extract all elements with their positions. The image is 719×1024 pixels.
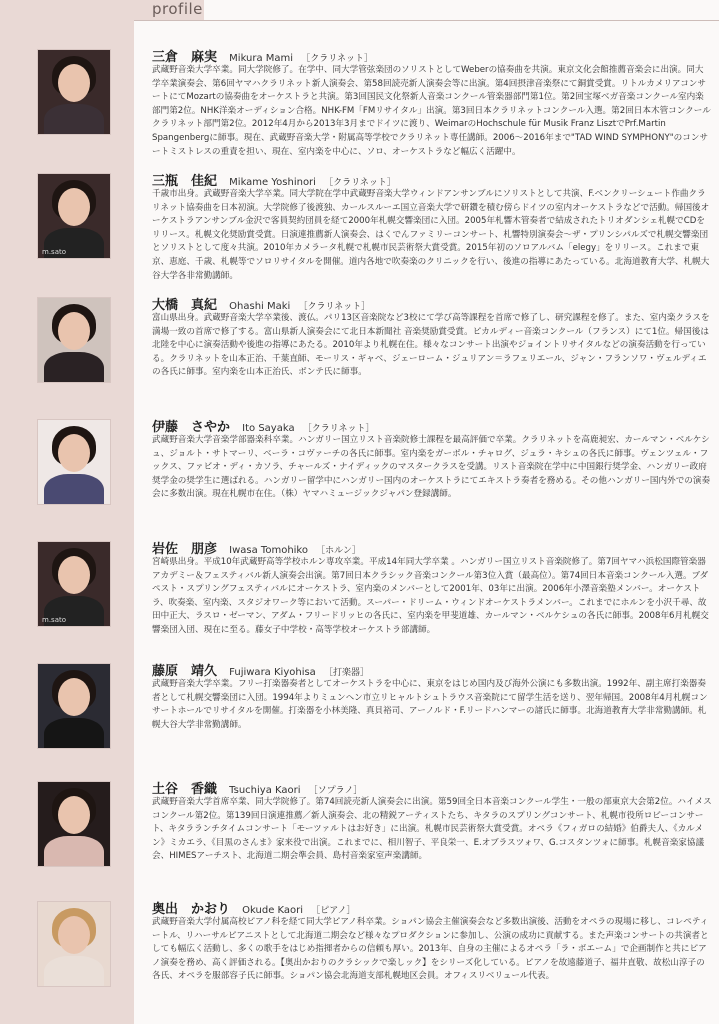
name-line — [152, 294, 370, 313]
name-line — [152, 46, 373, 65]
portrait-photo — [38, 174, 110, 258]
face-shape — [58, 556, 90, 594]
name-english: Mikame Yoshinori — [229, 177, 316, 188]
photo-credit: m.sato — [42, 248, 67, 256]
portrait-photo — [38, 420, 110, 504]
face-shape — [58, 188, 90, 226]
body-shape — [44, 352, 104, 382]
photo-credit: m.sato — [42, 616, 67, 624]
biography-text: 武蔵野音楽大学卒業。同大学院修了。在学中、同大学管弦楽団のソリストとしてWeberの協奏曲を共演。東京文化会館推薦音楽会に出演。同大学卒業演奏会、第6回ヤマハクラリネット新人演奏会、第58回読売新人演奏会等に出演。第4回摂津音楽祭にて銅賞受賞。リトルカメリアコンサートにてMozartの協奏曲をオーケストラと共演。第3回国民文化祭新人音楽コンクール管楽器部門第1位。第2回宝塚ベガ音楽コンクール室内楽部門第2位。NHK洋楽オーディション合格。NHK-FM「FMリサイタル」出演。第3回日本クラリネットコンクール入選。第2回日本木管コンクールクラリネット部門第2位。2012年4月から2013年3月までドイツに渡り、WeimarのHochschule für Musik Franz LisztでPrf.Martin Spangenbergに師事。現在、武蔵野音楽大学・附属高等学校でクラリネット専任講師。2006～2016年まで"TAD WIND SYMPHONY"のコンサートミストレスの重責を担い、現在、室内楽を中心に、ソロ、オーケストラなど幅広く活躍中。 — [152, 65, 711, 157]
portrait-photo — [38, 50, 110, 134]
biography-text: 武蔵野音楽大学首席卒業、同大学院修了。第74回読売新人演奏会に出演。第59回全日本音楽コンクール学生・一般の部東京大会第2位。ハイメスコンクール第2位。第139回日演連推薦／新人演奏会、北の精鋭アーティストたち、キタラのスプリングコンサート、札幌市役所ロビーコンサート、キタラランチタイムコンサート「モーツァルトはお好き」に出演。札幌市民芸術祭大賞受賞。オペラ《フィガロの結婚》伯爵夫人、《カルメン》ミカエラ、《目黒のさんま》家来役で出演。これまでに、相川智子、平良栄一、E.オブラスツォワ、G.コスタンツォに師事。札幌音楽家協議会、HIMESアーチスト、北海道二期会準会員、島村音楽家室声楽講師。 — [152, 797, 712, 862]
body-shape — [44, 718, 104, 748]
name-english: Ito Sayaka — [242, 423, 295, 434]
instrument-label: ［クラリネット］ — [298, 302, 371, 312]
face-shape — [58, 64, 90, 102]
face-shape — [58, 434, 90, 472]
instrument-label: ［ホルン］ — [316, 546, 361, 556]
portrait-photo — [38, 542, 110, 626]
biography-text: 武蔵野音楽大学付属高校ピアノ科を経て同大学ピアノ科卒業。ショパン協会主催演奏会など多数出演後、活動をオペラの現場に移し、コレペティートル、リハーサルピアニストとして北海道二期会など様々なプロダクションに参加し、公演の成功に貢献する。また声楽コンサートの共演者としても幅広く活動し、多くの歌手をはじめ指揮者からの信頼も厚い。2013年、自身の主催によるオペラ「ラ・ボエーム」で企画制作と共にピアノ演奏を務め、高く評価される。【奥出かおりのクラシックで楽しック】をシリーズ化している。ピアノを故遠藤道子、福井直敬、故松山淳子の各氏、オペラを服部容子氏に師事。ショパン協会北海道支部札幌地区会員。オフィスリベリュール代表。 — [152, 917, 709, 982]
name-japanese: 土谷 香織 — [152, 782, 218, 797]
instrument-label: ［打楽器］ — [323, 668, 369, 678]
portrait-photo — [38, 664, 110, 748]
name-japanese: 藤原 靖久 — [152, 664, 218, 679]
page-title: profile — [152, 0, 203, 18]
biography-text: 武蔵野音楽大学卒業。フリー打楽器奏者としてオーケストラを中心に、東京をはじめ国内及び海外公演にも多数出演。1992年、副主席打楽器奏者として札幌交響楽団に入団。1994年よりミュンヘン市立リヒャルトシュトラウス音楽院にて留学生活を送り、翌年帰国。2008年4月札幌コンサートホールでリサイタルを開催。打楽器を小林美隆、真貝裕司、アーノルド・F.リードハンマーの諸氏に師事。北海道教育大学非常勤講師。札幌大谷大学非常勤講師。 — [152, 679, 708, 730]
biography-text: 富山県出身。武蔵野音楽大学卒業後、渡仏。パリ13区音楽院など3校にて学び高等課程を首席で修了し、研究課程を修了。また、室内楽クラスを満場一致の首席で修了する。富山県新人演奏会にて北日本新聞社 音楽奨励賞受賞。ピカルディー音楽コンクール（フランス）にて1位。帰国後は北陸を中心に演奏活動や後進の指導にあたる。2010年より札幌在住。様々なコンサート出演やジョイントリサイタルなどの演奏活動を行っている。クラリネットを山本正治、千葉直師、モーリス・ギャベ、ジェーローム・ジュリアン＝ラフェリエール、ジャン・フランソワ・ヴェルディエの各氏に師事。室内楽を山本正治氏、ボンテ氏に師事。 — [152, 313, 710, 378]
body-shape — [44, 474, 104, 504]
name-japanese: 三瓶 佳紀 — [152, 174, 218, 189]
header-divider — [134, 20, 719, 21]
portrait-photo — [38, 782, 110, 866]
name-japanese: 岩佐 朋彦 — [152, 542, 218, 557]
biography-text: 武蔵野音楽大学音楽学部器楽科卒業。ハンガリー国立リスト音楽院修士課程を最高評価で卒業。クラリネットを高鹿昶宏、カールマン・ベルケシュ、ジョルト・サトマーリ、ベーラ・コヴァーチの各氏に師事。室内楽をガーボル・チャログ、ジュラ・キシュの各氏に師事。ヴェンツェル・フックス、ファビオ・ディ・カソラ、チャールズ・ナイディックのマスタークラスを受講。リスト音楽院在学中に中国銀行奨学金、ハンガリー政府奨学金の奨学生に選ばれる。ハンガリー留学中にハンガリー国内のオーケストラにてエキストラ奏者を務める。その他ハンガリー国内外での演奏会に多数出演。現在札幌市在住。（株）ヤマハミュージックジャパン登録講師。 — [152, 435, 711, 500]
body-shape — [44, 104, 104, 134]
instrument-label: ［ソプラノ］ — [308, 786, 363, 796]
instrument-label: ［クラリネット］ — [302, 424, 375, 434]
name-japanese: 奥出 かおり — [152, 902, 231, 917]
name-line — [152, 170, 396, 189]
instrument-label: ［ピアノ］ — [311, 906, 356, 916]
name-english: Mikura Mami — [229, 53, 294, 64]
name-line — [152, 778, 362, 797]
name-english: Fujiwara Kiyohisa — [229, 667, 316, 678]
name-english: Ohashi Maki — [229, 301, 291, 312]
name-japanese: 大橋 真紀 — [152, 298, 218, 313]
body-shape — [44, 836, 104, 866]
sidebar-panel — [0, 0, 134, 1024]
name-japanese: 三倉 麻実 — [152, 50, 218, 65]
name-line — [152, 538, 361, 557]
instrument-label: ［クラリネット］ — [301, 54, 374, 64]
body-shape — [44, 956, 104, 986]
name-line — [152, 660, 369, 679]
name-line — [152, 898, 355, 917]
face-shape — [58, 678, 90, 716]
name-english: Iwasa Tomohiko — [229, 545, 308, 556]
face-shape — [58, 916, 90, 954]
portrait-photo — [38, 298, 110, 382]
instrument-label: ［クラリネット］ — [324, 178, 396, 188]
name-english: Tsuchiya Kaori — [229, 785, 301, 796]
portrait-photo — [38, 902, 110, 986]
name-english: Okude Kaori — [242, 905, 304, 916]
name-japanese: 伊藤 さやか — [152, 420, 231, 435]
face-shape — [58, 312, 90, 350]
name-line — [152, 416, 375, 435]
biography-text: 宮崎県出身。平成10年武蔵野高等学校ホルン専攻卒業。平成14年同大学卒業 。ハンガリー国立リスト音楽院修了。第7回ヤマハ浜松国際管楽器アカデミー＆フェスティバル新人演奏会出演。第7回日本クラシック音楽コンクール第3位入賞（最高位）。第74回日本音楽コンクール入選。ブダペスト・スプリングフェスティバルにオーケストラ、室内楽のメンバーとして2001年、03年に出演。2006年小澤音楽塾メンバー。オーケストラ、吹奏楽、室内楽、スタジオワーク等において活動。スーパー・ドリーム・ウィンドオーケストラメンバー。これまでにホルンを小沢千尋、故田中正大、ラスロ・ゼーマン、アダム・フリードリッヒの各氏に、室内楽を甲斐道雄、カールマン・ベルケシュの各氏に師事。2008年6月札幌交響楽団入団、現在に至る。藤女子中学校・高等学校オーケストラ部講師。 — [152, 557, 709, 635]
biography-text: 千歳市出身。武蔵野音楽大学卒業。同大学院在学中武蔵野音楽大学ウィンドアンサンブルにソリストとして共演、F.ベンクリーシュート作曲クラリネット協奏曲を日本初演。大学院修了後渡独、カールスルーエ国立音楽大学で研鑽を積む傍らドイツの室内オーケストラなどで活動。帰国後オーケストラアンサンブル金沢で客員契約団員を経て2000年札幌交響楽団に入団。2005年札響木管奏者で結成されたトリオダンシェ札幌でCDをリリース。札幌文化奨励賞受賞。日演連推薦新人演奏会、はくでんファミリーコンサート、札響特別演奏会～ザ・プリンシパルズで札幌交響楽団とソリストとして度々共演。2010年カメラータ札幌で札幌市民芸術祭大賞受賞。2015年初のソロアルバム「elegy」をリリース。これまで東京、恵庭、千歳、札幌等でソロリサイタルを開催。道内各地で吹奏楽のクリニックを行い、後進の指導にあたっている。北海道教育大学、札幌大谷大学各非常勤講師。 — [152, 189, 710, 281]
face-shape — [58, 796, 90, 834]
